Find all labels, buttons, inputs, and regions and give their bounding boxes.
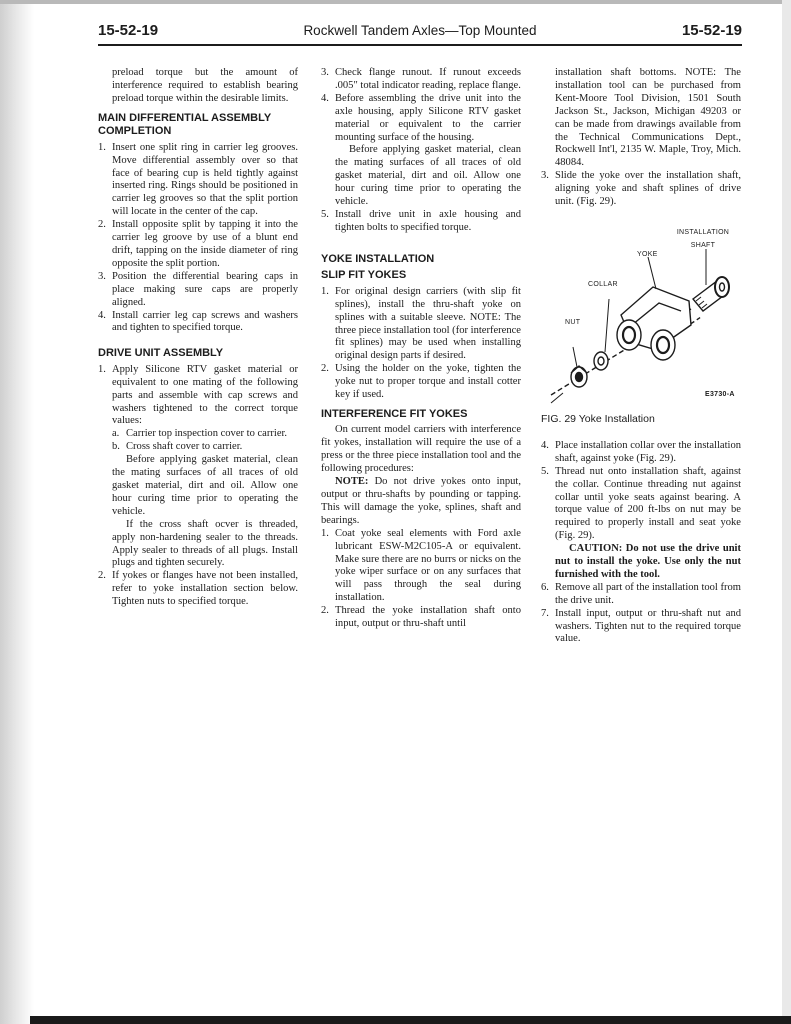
- paragraph: On current model carriers with interference fit yokes, installation will require the use of a press or the three piece installation tool and the following procedures:: [321, 424, 521, 475]
- heading-interference-fit: INTERFERENCE FIT YOKES: [321, 407, 468, 420]
- label-yoke: YOKE: [637, 250, 658, 258]
- heading-yoke-installation: YOKE INSTALLATION: [321, 252, 435, 265]
- sub-item: a. Carrier top inspection cover to carrier.: [112, 428, 288, 440]
- list-item: 7. Install input, output or thru-shaft nut and washers. Tighten nut to the required torque value.: [541, 607, 741, 645]
- label-installation-shaft: INSTALLATION SHAFT: [676, 228, 730, 249]
- figure-caption: FIG. 29 Yoke Installation: [541, 412, 655, 425]
- figure-code: E3730-A: [705, 390, 735, 398]
- caution-note: CAUTION: Do not use the drive unit nut to install the yoke. Use only the nut furnished with the tool.: [555, 543, 741, 580]
- slip-fit-steps: [321, 286, 521, 402]
- label-nut: NUT: [565, 318, 581, 326]
- continued-paragraph: installation shaft bottoms. NOTE: The installation tool can be purchased from Kent-Moore Tool Division, 1501 South Jackson St., Jackson, Michigan 49203 or can be made from drawings available from the Technical Communications Dept., Rockwell Int'l, 2135 W. Maple, Troy, Mich. 48084.: [555, 67, 741, 169]
- list-item: 5. Install drive unit in axle housing and tighten bolts to specified torque.: [321, 208, 521, 233]
- list-item: 1. Insert one split ring in carrier leg grooves. Move differential assembly over so that face of bearing cup is held tightly against inserted ring. Rings should be positioned in carrier leg grooves so that the split portion will locate in the center of the cap.: [98, 141, 298, 218]
- list-item: 1. Apply Silicone RTV gasket material or equivalent to one mating of the following parts and assemble with cap screws and washers tightened to the correct torque values: a. Carrier top inspection cover to carrier. b. Cross shaft cover to carrier. Before applying gasket material, clean the mating surfaces of all traces of old gasket material, dirt and oil. Allow one hour curing time prior to operating the vehicle. If the cross shaft ocver is threaded, apply non-hardening sealer to the threads. Apply sealer to threads of all plugs. Install plugs and tighten securely.: [98, 363, 298, 569]
- paragraph: If the cross shaft ocver is threaded, apply non-hardening sealer to the threads. Apply sealer to threads of all plugs. Install plugs and tighten securely.: [112, 518, 298, 569]
- paragraph: Before applying gasket material, clean the mating surfaces of all traces of old gasket material, dirt and oil. Allow one hour curing time prior to operating the vehicle.: [335, 144, 521, 208]
- heading-drive-unit: DRIVE UNIT ASSEMBLY: [98, 347, 224, 360]
- list-item: 4. Before assembling the drive unit into the axle housing, apply Silicone RTV gasket material or equivalent to the carrier mounting surface of the housing. Before applying gasket material, clean the mating surfaces of all traces of old gasket material, dirt and oil. Allow one hour curing time prior to operating the vehicle.: [321, 92, 521, 208]
- note-paragraph: NOTE: Do not drive yokes onto input, output or thru-shafts by pounding or tapping. This will damage the yoke, splines, shaft and bearings.: [321, 476, 521, 526]
- column-1: [98, 67, 298, 609]
- drive-unit-steps: [98, 364, 298, 609]
- list-item: 2. Install opposite split by tapping it into the carrier leg groove by use of a blunt end drift, tapping on the inside diameter of ring opposite the split portion.: [98, 219, 298, 269]
- page-header: [98, 22, 742, 44]
- list-item: 2. If yokes or flanges have not been installed, refer to yoke installation section below. Tighten nuts to specified torque.: [98, 570, 298, 608]
- main-differential-steps: [98, 142, 298, 336]
- page-number-left: 15-52-19: [98, 22, 159, 39]
- list-item: 2. Using the holder on the yoke, tighten the yoke nut to proper torque and install cotter key if used.: [321, 363, 521, 401]
- scan-bottom-edge: [30, 1016, 791, 1024]
- heading-slip-fit: SLIP FIT YOKES: [321, 269, 407, 282]
- list-item: 3. Slide the yoke over the installation shaft, aligning yoke and shaft splines of drive unit. (Fig. 29).: [541, 170, 741, 208]
- list-item: 4. Place installation collar over the installation shaft, against yoke (Fig. 29).: [541, 439, 741, 464]
- list-item: 1. Coat yoke seal elements with Ford axle lubricant ESW-M2C105-A or equivalent. Make sure there are no burrs or nicks on the yoke wiper surface or on any surfaces that will pass through the seal during installation.: [321, 527, 521, 604]
- page-number-right: 15-52-19: [681, 22, 742, 39]
- heading-main-differential: MAIN DIFFERENTIAL ASSEMBLY COMPLETION: [98, 111, 271, 138]
- interference-fit-steps-cont: [541, 170, 741, 209]
- paragraph: Before applying gasket material, clean the mating surfaces of all traces of old gasket material, dirt and oil. Allow one hour curing time prior to operating the vehicle.: [112, 454, 298, 517]
- sub-item: b. Cross shaft cover to carrier.: [112, 441, 243, 453]
- interference-fit-steps: [321, 528, 521, 631]
- list-item: 1. For original design carriers (with slip fit splines), install the thru-shaft yoke on splines with a suitable sleeve. NOTE: The three piece installation tool (for interference fit splines) may be used when installing original design parts if desired.: [321, 285, 521, 362]
- scan-right-edge: [782, 0, 791, 1024]
- column-2: [321, 67, 521, 631]
- drive-unit-steps-cont: [321, 67, 521, 235]
- column-3: [541, 67, 741, 646]
- figure-29-yoke-installation: [541, 227, 741, 407]
- intro-paragraph: preload torque but the amount of interference required to establish bearing preload torque within the desirable limits.: [112, 67, 298, 104]
- list-item: 5. Thread nut onto installation shaft, against the collar. Continue threading nut against collar until yoke seats against bearing. A torque value of 200 ft-lbs on nut may be required to properly install and seat yoke (Fig. 29). CAUTION: Do not use the drive unit nut to install the yoke. Use only the nut furnished with the tool.: [541, 465, 741, 580]
- list-item: 3. Position the differential bearing caps in place making sure caps are properly aligned.: [98, 270, 298, 308]
- scan-top-edge: [0, 0, 791, 4]
- list-item: 3. Check flange runout. If runout exceeds .005" total indicator reading, replace flange.: [321, 67, 521, 91]
- page-title: Rockwell Tandem Axles—Top Mounted: [303, 23, 537, 38]
- list-item: 2. Thread the yoke installation shaft onto input, output or thru-shaft until: [321, 605, 521, 630]
- list-item: 4. Install carrier leg cap screws and washers and tighten to specified torque.: [98, 309, 298, 334]
- label-collar: COLLAR: [588, 280, 618, 288]
- scan-edge-shadow: [0, 0, 34, 1024]
- header-rule: [98, 44, 742, 46]
- interference-fit-steps-cont-2: [541, 440, 741, 647]
- list-item: 6. Remove all part of the installation tool from the drive unit.: [541, 581, 741, 606]
